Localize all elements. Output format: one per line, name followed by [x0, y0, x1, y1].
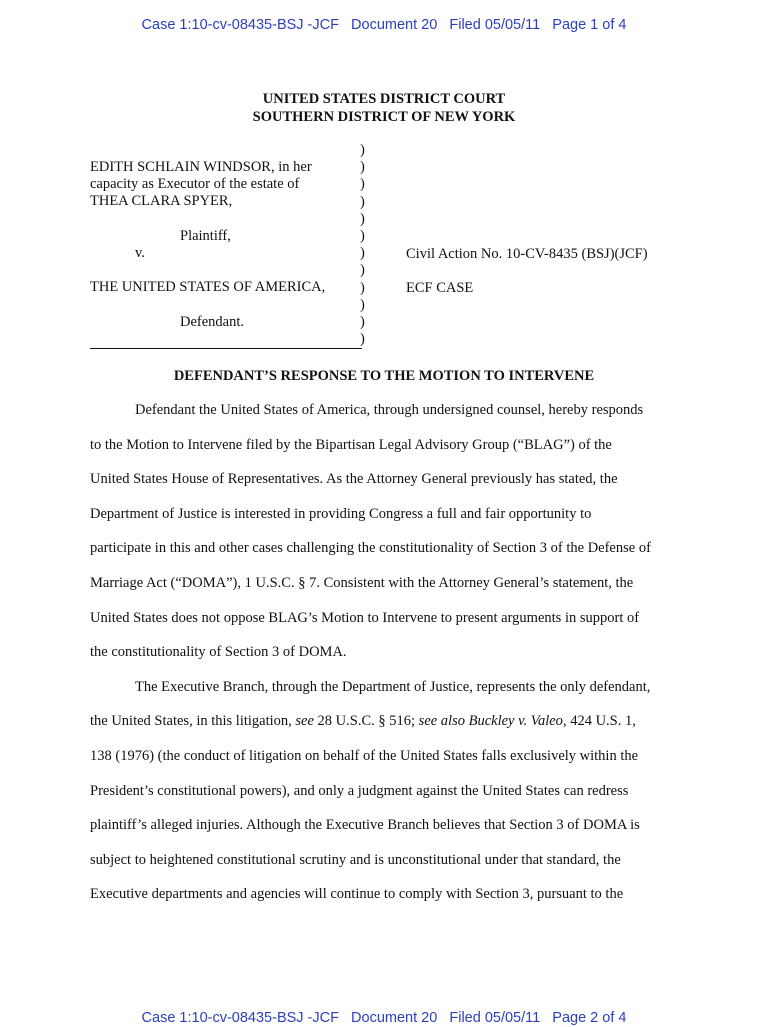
- paragraph-line: United States House of Representatives. As the Attorney General previously has stated, the: [90, 471, 618, 488]
- paragraph-line: to the Motion to Intervene filed by the Bipartisan Legal Advisory Group (“BLAG”) of the: [90, 436, 612, 453]
- paragraph-line: Executive departments and agencies will continue to comply with Section 3, pursuant to the: [90, 886, 624, 903]
- page-header-bottom: Case 1:10-cv-08435-BSJ -JCF Document 20 Filed 05/05/11 Page 2 of 4: [141, 1010, 627, 1026]
- page-header-top: Case 1:10-cv-08435-BSJ -JCF Document 20 Filed 05/05/11 Page 1 of 4: [141, 17, 627, 33]
- document-body: [90, 401, 676, 920]
- paragraph-line: 138 (1976) (the conduct of litigation on behalf of the United States falls exclusively within the: [90, 747, 639, 764]
- versus: v.: [135, 244, 145, 261]
- plaintiff-name-line: capacity as Executor of the estate of: [90, 176, 300, 193]
- caption-rule: [90, 348, 362, 349]
- paragraph-line: participate in this and other cases challenging the constitutionality of Section 3 of the Defense of: [90, 540, 651, 557]
- paragraph-line: Marriage Act (“DOMA”), 1 U.S.C. § 7. Consistent with the Attorney General’s statement, the: [90, 574, 634, 591]
- court-name-line1: UNITED STATES DISTRICT COURT: [262, 91, 506, 107]
- paragraph-line: United States does not oppose BLAG’s Motion to Intervene to present arguments in support of: [90, 609, 640, 626]
- defendant-name: THE UNITED STATES OF AMERICA,: [90, 279, 326, 296]
- paragraph-line-citation: the United States, in this litigation, see 28 U.S.C. § 516; see also Buckley v. Valeo, 424 U.S. 1,: [90, 713, 636, 730]
- plaintiff-name-line: THEA CLARA SPYER,: [90, 193, 233, 210]
- paragraph-line: Department of Justice is interested in providing Congress a full and fair opportunity to: [90, 505, 592, 522]
- court-name-line2: SOUTHERN DISTRICT OF NEW YORK: [252, 109, 516, 125]
- defendant-role: Defendant.: [180, 313, 245, 330]
- civil-action-number: Civil Action No. 10-CV-8435 (BSJ)(JCF): [406, 246, 648, 262]
- paragraph-line: President’s constitutional powers), and only a judgment against the United States can redress: [90, 782, 629, 799]
- caption-case-info: [406, 246, 648, 315]
- caption-parentheses: ) ) ) ) ) ) ) ) ) ) ) ): [360, 142, 365, 348]
- court-heading: [0, 90, 768, 126]
- ecf-case: ECF CASE: [406, 280, 474, 297]
- plaintiff-name-line: EDITH SCHLAIN WINDSOR, in her: [90, 159, 312, 175]
- paragraph-line: the constitutionality of Section 3 of DOMA.: [90, 644, 347, 661]
- paragraph-line: The Executive Branch, through the Department of Justice, represents the only defendant,: [135, 678, 651, 695]
- plaintiff-role: Plaintiff,: [180, 227, 231, 244]
- paragraph-line: plaintiff’s alleged injuries. Although the Executive Branch believes that Section 3 of DOMA is: [90, 817, 640, 834]
- caption-parties: [90, 159, 360, 331]
- document-title: DEFENDANT’S RESPONSE TO THE MOTION TO INTERVENE: [173, 368, 595, 384]
- paragraph-line: subject to heightened constitutional scrutiny and is unconstitutional under that standard, the: [90, 851, 621, 868]
- paragraph-line: Defendant the United States of America, through undersigned counsel, hereby responds: [135, 402, 644, 418]
